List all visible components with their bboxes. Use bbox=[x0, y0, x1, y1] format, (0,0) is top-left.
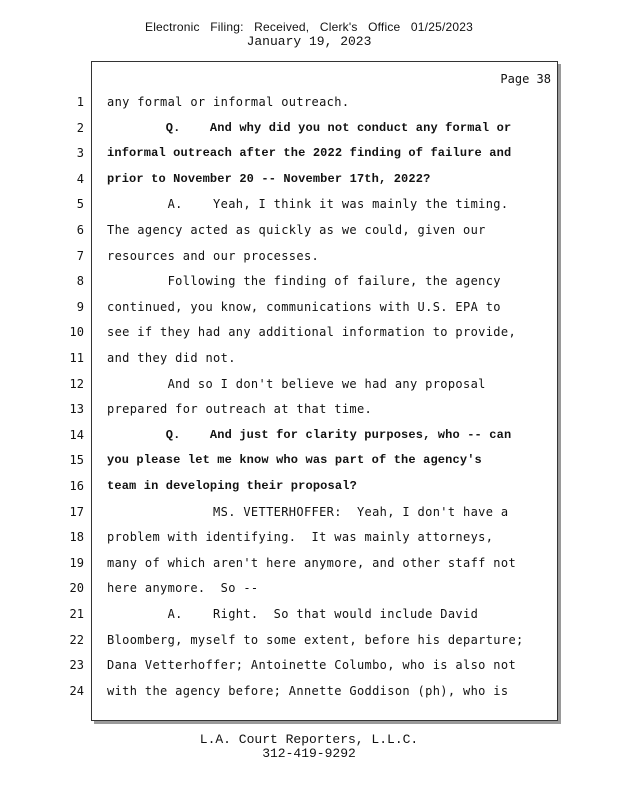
transcript-line bbox=[0, 652, 618, 678]
line-number: 10 bbox=[69, 325, 84, 340]
line-text: continued, you know, communications with U.S. EPA to bbox=[107, 299, 501, 314]
page-number: Page 38 bbox=[500, 72, 551, 86]
line-number: 6 bbox=[76, 223, 84, 237]
line-text: informal outreach after the 2022 finding of failure and bbox=[107, 146, 512, 161]
transcript-line bbox=[0, 678, 618, 704]
line-text: A. Right. So that would include David bbox=[107, 607, 479, 621]
transcript-line bbox=[0, 89, 618, 115]
line-text: problem with identifying. It was mainly attorneys, bbox=[107, 530, 494, 545]
transcript-line bbox=[0, 396, 618, 422]
line-number: 7 bbox=[76, 248, 84, 263]
reporter-phone: 312-419-9292 bbox=[262, 746, 356, 761]
transcript-line bbox=[0, 499, 618, 525]
reporter-company: L.A. Court Reporters, L.L.C. bbox=[199, 732, 419, 747]
transcript-line bbox=[0, 268, 618, 294]
line-number: 21 bbox=[69, 607, 84, 621]
line-text: Following the finding of failure, the agency bbox=[107, 274, 501, 289]
line-number: 14 bbox=[69, 427, 84, 442]
line-text: prior to November 20 -- November 17th, 2022? bbox=[107, 171, 431, 186]
transcript-line bbox=[0, 627, 618, 653]
transcript-line bbox=[0, 447, 618, 473]
line-number: 22 bbox=[69, 632, 84, 647]
line-text: you please let me know who was part of the agency's bbox=[107, 453, 482, 468]
transcript-line bbox=[0, 524, 618, 550]
line-number: 9 bbox=[76, 299, 84, 314]
line-number: 11 bbox=[69, 351, 84, 365]
line-number: 20 bbox=[69, 581, 84, 596]
line-text: with the agency before; Annette Goddison (ph), who is bbox=[107, 683, 509, 698]
transcript-line bbox=[0, 243, 618, 269]
line-text: Dana Vetterhoffer; Antoinette Columbo, who is also not bbox=[107, 658, 517, 673]
transcript-line bbox=[0, 140, 618, 166]
transcript-line bbox=[0, 115, 618, 141]
line-number: 24 bbox=[69, 683, 84, 698]
line-number: 13 bbox=[69, 402, 84, 417]
transcript-line bbox=[0, 575, 618, 601]
transcript-line bbox=[0, 294, 618, 320]
line-text: The agency acted as quickly as we could, given our bbox=[107, 223, 486, 237]
transcript-line bbox=[0, 166, 618, 192]
transcript-line bbox=[0, 319, 618, 345]
line-number: 15 bbox=[69, 453, 84, 468]
line-number: 1 bbox=[76, 95, 84, 109]
line-text: Q. And just for clarity purposes, who -- can bbox=[107, 427, 512, 442]
transcript-line bbox=[0, 550, 618, 576]
line-text: and they did not. bbox=[107, 351, 236, 365]
line-text: MS. VETTERHOFFER: Yeah, I don't have a bbox=[107, 504, 509, 519]
transcript-line bbox=[0, 422, 618, 448]
line-text: Bloomberg, myself to some extent, before his departure; bbox=[107, 632, 524, 647]
line-text: And so I don't believe we had any proposal bbox=[107, 376, 486, 391]
line-number: 17 bbox=[69, 504, 84, 519]
filing-stamp: Electronic Filing: Received, Clerk's Office 01/25/2023 bbox=[144, 20, 473, 34]
line-number: 4 bbox=[76, 171, 84, 186]
line-text: A. Yeah, I think it was mainly the timing. bbox=[107, 197, 509, 212]
line-text: see if they had any additional information to provide, bbox=[107, 325, 517, 340]
transcript-line bbox=[0, 371, 618, 397]
line-text: resources and our processes. bbox=[107, 248, 320, 263]
line-text: here anymore. So -- bbox=[107, 581, 259, 596]
line-text: team in developing their proposal? bbox=[107, 479, 357, 493]
line-number: 8 bbox=[76, 274, 84, 289]
transcript-date: January 19, 2023 bbox=[246, 34, 372, 49]
line-number: 3 bbox=[76, 146, 84, 161]
line-number: 19 bbox=[69, 555, 84, 570]
line-text: prepared for outreach at that time. bbox=[107, 402, 373, 417]
line-number: 2 bbox=[76, 120, 84, 135]
line-number: 12 bbox=[69, 376, 84, 391]
line-text: many of which aren't here anymore, and other staff not bbox=[107, 555, 517, 570]
transcript-line bbox=[0, 473, 618, 499]
line-text: any formal or informal outreach. bbox=[107, 95, 350, 109]
page-footer bbox=[0, 733, 618, 761]
transcript-line bbox=[0, 191, 618, 217]
line-number: 23 bbox=[69, 658, 84, 673]
line-number: 18 bbox=[69, 530, 84, 545]
transcript-line bbox=[0, 601, 618, 627]
transcript-line bbox=[0, 217, 618, 243]
transcript-line bbox=[0, 345, 618, 371]
line-number: 5 bbox=[76, 197, 84, 212]
line-text: Q. And why did you not conduct any formal or bbox=[107, 120, 512, 135]
line-number: 16 bbox=[69, 479, 84, 493]
page-header bbox=[0, 20, 618, 48]
